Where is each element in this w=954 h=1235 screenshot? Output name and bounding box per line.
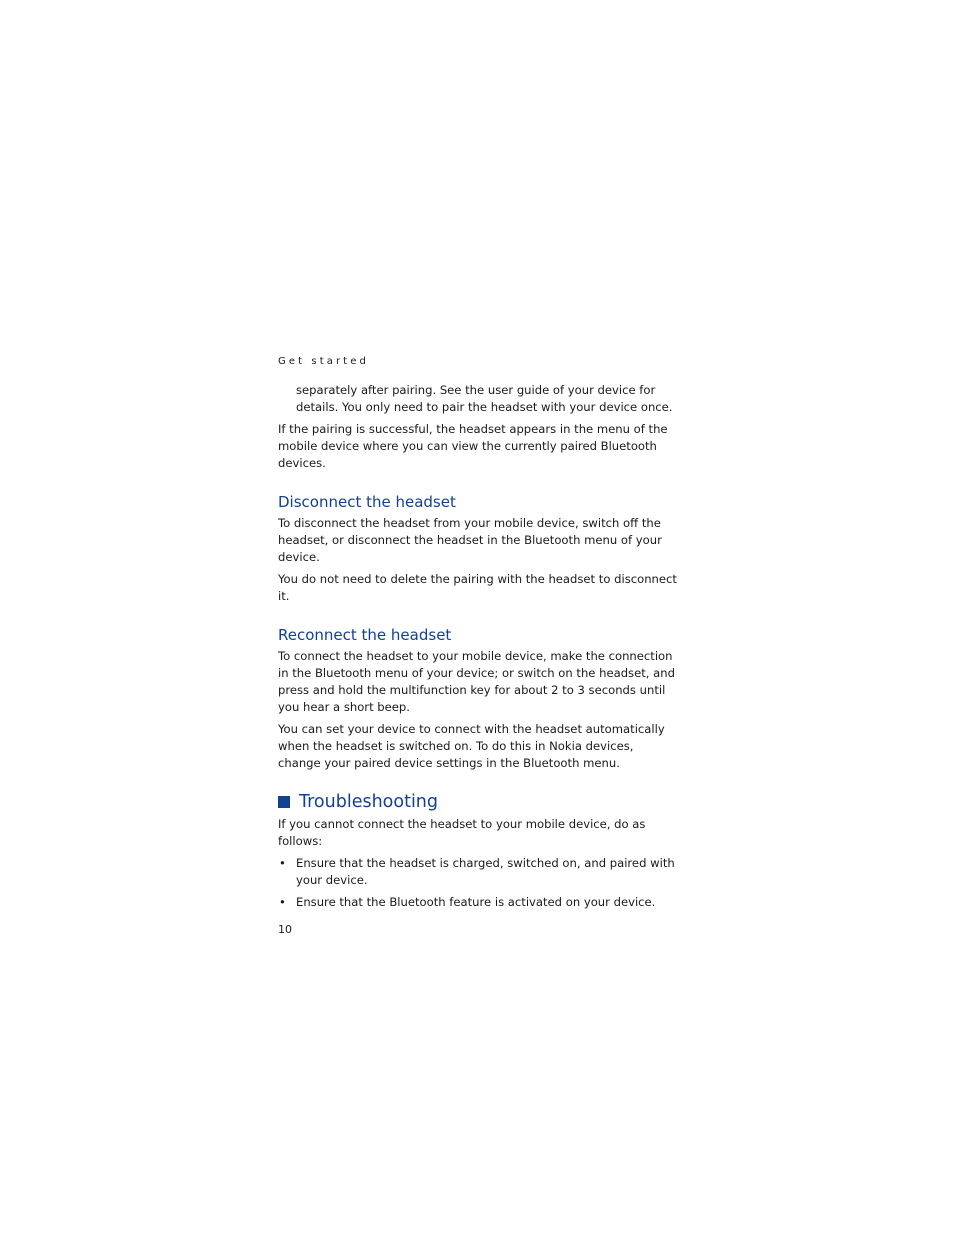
continued-paragraph: separately after pairing. See the user guide of your device for details. You only need to pair the headset with your device once. [296,383,673,414]
page-content [278,355,678,938]
disconnect-paragraph-2: You do not need to delete the pairing with the headset to disconnect it. [278,572,677,603]
reconnect-heading: Reconnect the headset [278,626,452,644]
bullet-icon: • [279,895,286,909]
disconnect-paragraph-1: To disconnect the headset from your mobile device, switch off the headset, or disconnect the headset in the Bluetooth menu of your device. [278,516,662,564]
bullet-icon: • [279,856,286,870]
list-item [278,855,678,889]
troubleshooting-intro: If you cannot connect the headset to your mobile device, do as follows: [278,817,646,848]
list-item [278,894,678,911]
reconnect-paragraph-1: To connect the headset to your mobile device, make the connection in the Bluetooth menu of your device; or switch on the headset, and press and hold the multifunction key for about 2 to 3 seconds until you hear a short beep. [278,649,675,714]
list-item-text: Ensure that the headset is charged, switched on, and paired with your device. [296,856,675,887]
page-number: 10 [278,923,292,936]
disconnect-heading: Disconnect the headset [278,493,456,511]
running-header: Get started [278,356,369,367]
pairing-success-paragraph: If the pairing is successful, the headset appears in the menu of the mobile device where you can view the currently paired Bluetooth devices. [278,422,668,470]
troubleshooting-heading [278,791,678,813]
list-item-text: Ensure that the Bluetooth feature is activated on your device. [296,895,656,909]
square-bullet-icon [278,796,290,808]
troubleshooting-list [278,855,678,911]
reconnect-paragraph-2: You can set your device to connect with the headset automatically when the headset is switched on. To do this in Nokia devices, change your paired device settings in the Bluetooth menu. [278,722,665,770]
troubleshooting-heading-text: Troubleshooting [299,792,439,812]
